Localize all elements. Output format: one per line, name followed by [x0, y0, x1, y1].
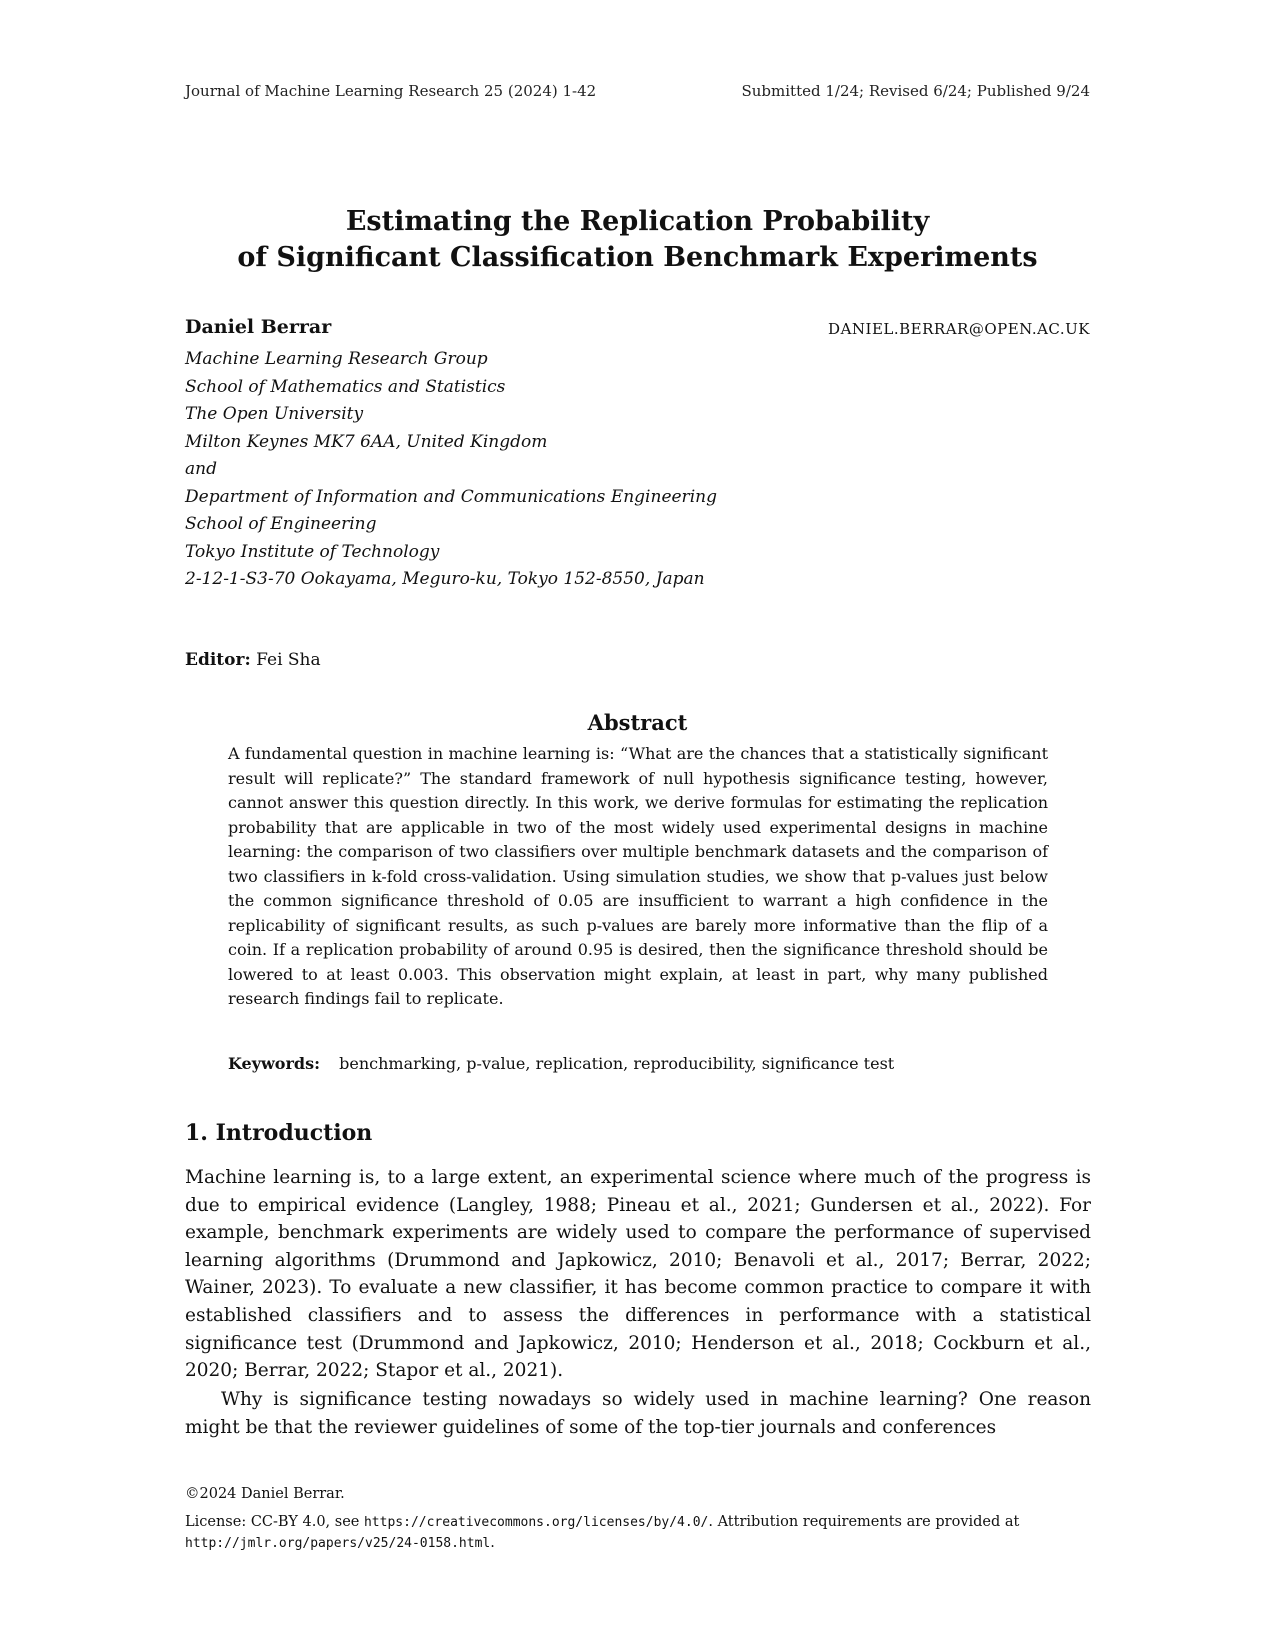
- affiliation-line: School of Engineering: [185, 514, 377, 534]
- author-email[interactable]: DANIEL.BERRAR@OPEN.AC.UK: [828, 320, 1090, 338]
- keywords-label: Keywords:: [228, 1054, 321, 1073]
- abstract-heading: Abstract: [587, 710, 688, 735]
- author-name: Daniel Berrar: [185, 316, 332, 338]
- title-line-1: Estimating the Replication Probability: [345, 206, 930, 237]
- affiliation-line: The Open University: [185, 404, 364, 424]
- intro-paragraph: Why is significance testing nowadays so widely used in machine learning? One reason might be that the reviewer guidelines of some of the top-tier journals and conferences: [185, 1389, 1091, 1438]
- affiliation-line: Milton Keynes MK7 6AA, United Kingdom: [185, 431, 548, 452]
- license-suffix: .: [490, 1535, 495, 1551]
- journal-header: Journal of Machine Learning Research 25 (2024) 1-42: [185, 82, 597, 100]
- affiliation-line: 2-12-1-S3-70 Ookayama, Meguro-ku, Tokyo 152-8550, Japan: [185, 569, 705, 589]
- license-prefix: License: CC-BY 4.0, see: [185, 1514, 364, 1530]
- license-notice: [185, 1512, 1091, 1554]
- title-line-2: of Significant Classification Benchmark Experiments: [237, 242, 1038, 273]
- submission-dates: Submitted 1/24; Revised 6/24; Published 9/24: [741, 82, 1090, 100]
- keywords-text: benchmarking, p-value, replication, reproducibility, significance test: [339, 1054, 895, 1073]
- license-middle: . Attribution requirements are provided at: [708, 1514, 1020, 1530]
- affiliation-line: School of Mathematics and Statistics: [185, 376, 506, 397]
- editor-line: [185, 650, 321, 670]
- license-link[interactable]: https://creativecommons.org/licenses/by/4.0/: [363, 1515, 709, 1530]
- editor-name: Fei Sha: [256, 650, 321, 670]
- affiliation-line: and: [185, 459, 217, 479]
- affiliation-line: Tokyo Institute of Technology: [185, 541, 440, 562]
- paper-link[interactable]: http://jmlr.org/papers/v25/24-0158.html: [185, 1536, 491, 1551]
- copyright-notice: ©2024 Daniel Berrar.: [185, 1486, 345, 1502]
- author-affiliation: [185, 346, 717, 594]
- paper-title: [0, 204, 1275, 276]
- affiliation-line: Department of Information and Communications Engineering: [185, 486, 717, 507]
- affiliation-line: Machine Learning Research Group: [185, 349, 488, 369]
- keywords-line: [228, 1054, 894, 1073]
- section-heading: 1. Introduction: [185, 1120, 373, 1146]
- abstract-text: A fundamental question in machine learning is: “What are the chances that a statistically significant result will replicate?” The standard framework of null hypothesis significance testing, however, cannot answer this question directly. In this work, we derive formulas for estimating the replication probability that are applicable in two of the most widely used experimental designs in machine learning: the comparison of two classifiers over multiple benchmark datasets and the comparison of two classifiers in k-fold cross-validation. Using simulation studies, we show that p-values just below the common significance threshold of 0.05 are insufficient to warrant a high confidence in the replicability of significant results, as such p-values are barely more informative than the flip of a coin. If a replication probability of around 0.95 is desired, then the significance threshold should be lowered to at least 0.003. This observation might explain, at least in part, why many published research findings fail to replicate.: [228, 744, 1048, 1008]
- editor-label: Editor:: [185, 650, 251, 670]
- intro-paragraph: Machine learning is, to a large extent, an experimental science where much of the progress is due to empirical evidence (Langley, 1988; Pineau et al., 2021; Gundersen et al., 2022). For example, benchmark experiments are widely used to compare the performance of supervised learning algorithms (Drummond and Japkowicz, 2010; Benavoli et al., 2017; Berrar, 2022; Wainer, 2023). To evaluate a new classifier, it has become common practice to compare it with established classifiers and to assess the differences in performance with a statistical significance test (Drummond and Japkowicz, 2010; Henderson et al., 2018; Cockburn et al., 2020; Berrar, 2022; Stapor et al., 2021).: [185, 1167, 1091, 1382]
